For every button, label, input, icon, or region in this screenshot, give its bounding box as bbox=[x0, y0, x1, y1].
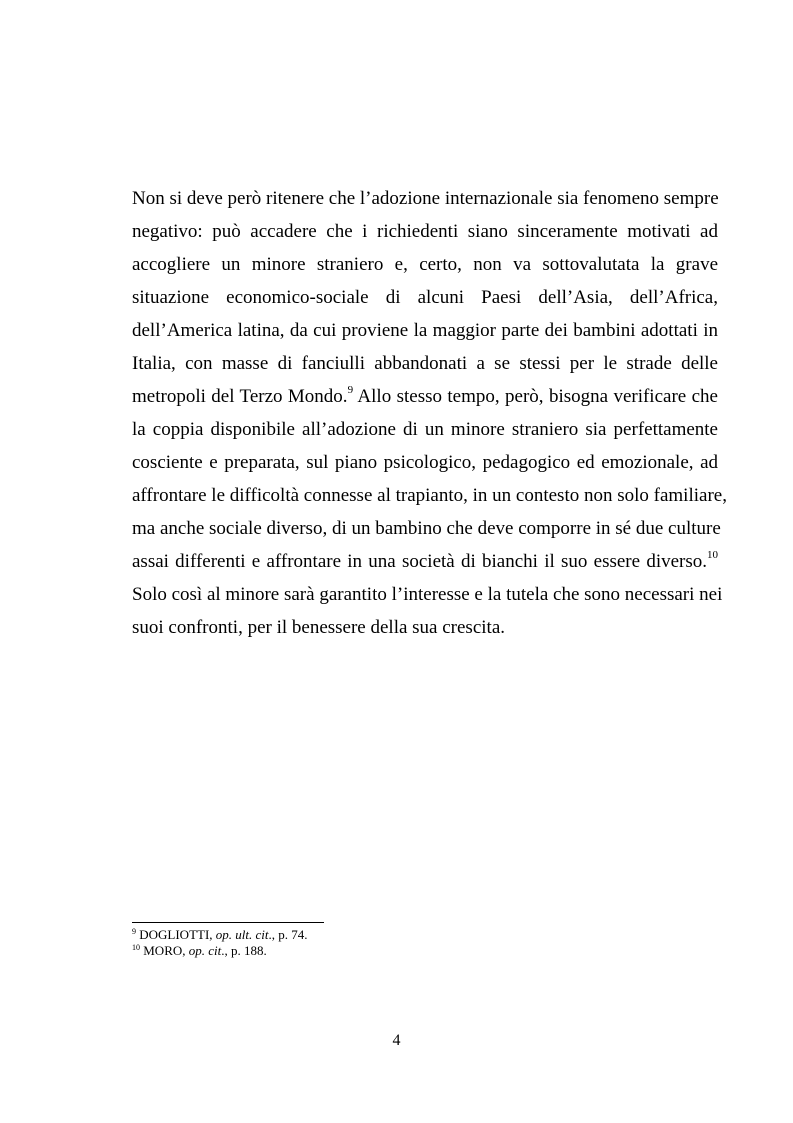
footnote-10 bbox=[132, 943, 267, 959]
text-line bbox=[132, 551, 718, 573]
footnote-ref-9: 9 bbox=[347, 384, 354, 396]
text-line: ma anche sociale diverso, di un bambino che deve comporre in sé due culture bbox=[132, 518, 721, 539]
footnote-marker: 10 bbox=[132, 943, 140, 952]
text-segment: metropoli del Terzo Mondo. bbox=[132, 386, 348, 407]
footnote-rest: ., p. 74. bbox=[268, 927, 308, 942]
page-number: 4 bbox=[392, 1032, 401, 1049]
text-line bbox=[132, 386, 718, 408]
text-line: affrontare le difficoltà connesse al trapianto, in un contesto non solo familiare, bbox=[132, 485, 727, 506]
footnote-author: MORO, bbox=[143, 943, 189, 958]
text-line: la coppia disponibile all’adozione di un minore straniero sia perfettamente bbox=[132, 419, 718, 440]
text-line: situazione economico-sociale di alcuni Paesi dell’Asia, dell’Africa, bbox=[132, 287, 718, 308]
footnote-ref: op. cit bbox=[188, 943, 222, 958]
footnote-ref: op. ult. cit bbox=[215, 927, 269, 942]
footnote-ref-10: 10 bbox=[707, 549, 718, 561]
text-line: accogliere un minore straniero e, certo, non va sottovalutata la grave bbox=[132, 254, 718, 275]
text-line: Non si deve però ritenere che l’adozione internazionale sia fenomeno sempre bbox=[132, 188, 719, 209]
text-line: cosciente e preparata, sul piano psicologico, pedagogico ed emozionale, ad bbox=[132, 452, 718, 473]
text-segment: assai differenti e affrontare in una società di bianchi il suo essere diverso. bbox=[132, 551, 707, 572]
text-line: dell’America latina, da cui proviene la maggior parte dei bambini adottati in bbox=[132, 320, 718, 341]
text-line: negativo: può accadere che i richiedenti siano sinceramente motivati ad bbox=[132, 221, 718, 242]
footnote-rest: ., p. 188. bbox=[221, 943, 267, 958]
text-line: Italia, con masse di fanciulli abbandonati a se stessi per le strade delle bbox=[132, 353, 718, 374]
footnote-author: DOGLIOTTI, bbox=[139, 927, 216, 942]
footnote-9 bbox=[132, 927, 308, 943]
footnote-separator bbox=[132, 922, 324, 923]
footnote-marker: 9 bbox=[132, 927, 136, 936]
text-segment: Allo stesso tempo, però, bisogna verificare che bbox=[353, 386, 718, 407]
text-line: suoi confronti, per il benessere della sua crescita. bbox=[132, 617, 505, 638]
text-line: Solo così al minore sarà garantito l’interesse e la tutela che sono necessari nei bbox=[132, 584, 723, 605]
